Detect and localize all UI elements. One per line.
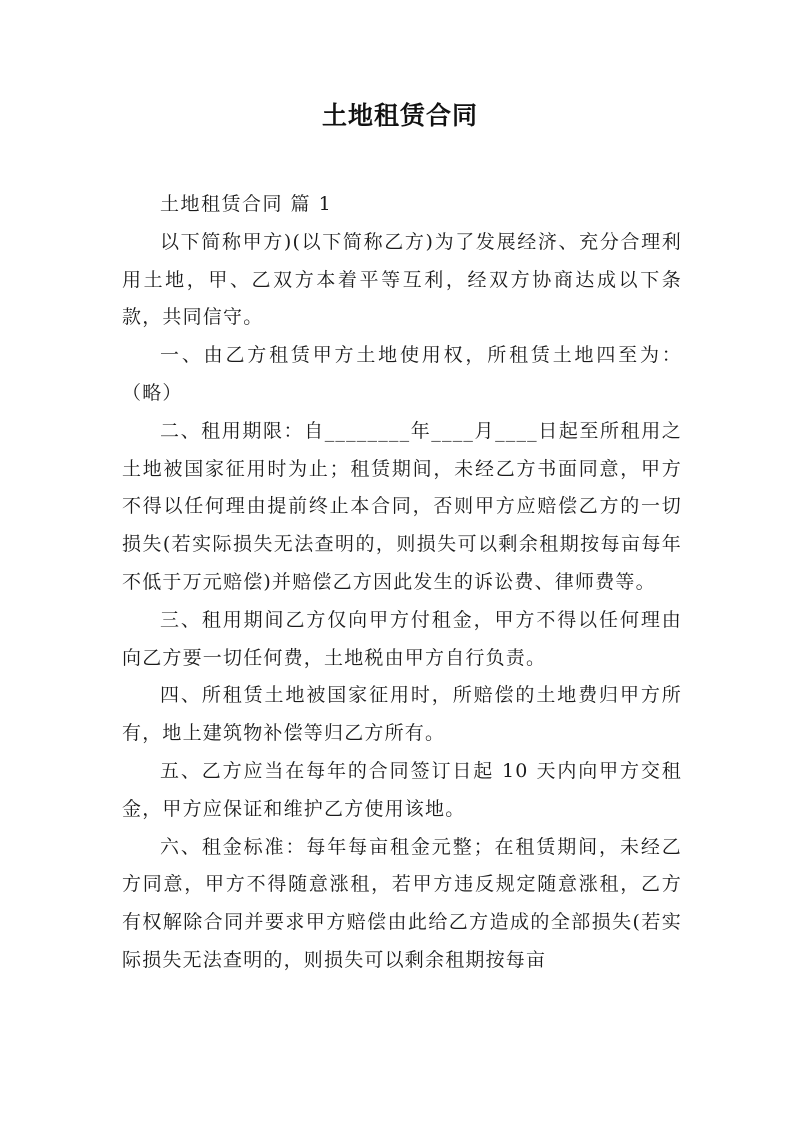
paragraph-clause-2: 二、租用期限：自________年____月____日起至所租用之土地被国家征用时为止；租赁期间，未经乙方书面同意，甲方不得以任何理由提前终止本合同，否则甲方应赔偿乙方的一切损失(若实际损失无法查明的，则损失可以剩余租期按每亩每年不低于万元赔偿)并赔偿乙方因此发生的诉讼费、律师费等。 — [122, 419, 682, 593]
paragraph-clause-3: 三、租用期间乙方仅向甲方付租金，甲方不得以任何理由向乙方要一切任何费，土地税由甲方自行负责。 — [122, 608, 682, 669]
paragraph-clause-5: 五、乙方应当在每年的合同签订日起 10 天内向甲方交租金，甲方应保证和维护乙方使用该地。 — [122, 759, 682, 820]
section-subtitle: 土地租赁合同 篇 1 — [160, 193, 333, 215]
paragraph-clause-6: 六、租金标准：每年每亩租金元整；在租赁期间，未经乙方同意，甲方不得随意涨租，若甲方违反规定随意涨租，乙方有权解除合同并要求甲方赔偿由此给乙方造成的全部损失(若实际损失无法查明的，则损失可以剩余租期按每亩 — [122, 835, 682, 971]
paragraph-clause-4: 四、所租赁土地被国家征用时，所赔偿的土地费归甲方所有，地上建筑物补偿等归乙方所有。 — [122, 684, 682, 745]
document-title: 土地租赁合同 — [321, 101, 478, 130]
paragraph-clause-1: 一、由乙方租赁甲方土地使用权，所租赁土地四至为：（略） — [122, 344, 682, 404]
paragraph-intro: 以下简称甲方)(以下简称乙方)为了发展经济、充分合理利用土地，甲、乙双方本着平等互利，经双方协商达成以下条款，共同信守。 — [122, 230, 682, 329]
document-body — [122, 186, 682, 980]
